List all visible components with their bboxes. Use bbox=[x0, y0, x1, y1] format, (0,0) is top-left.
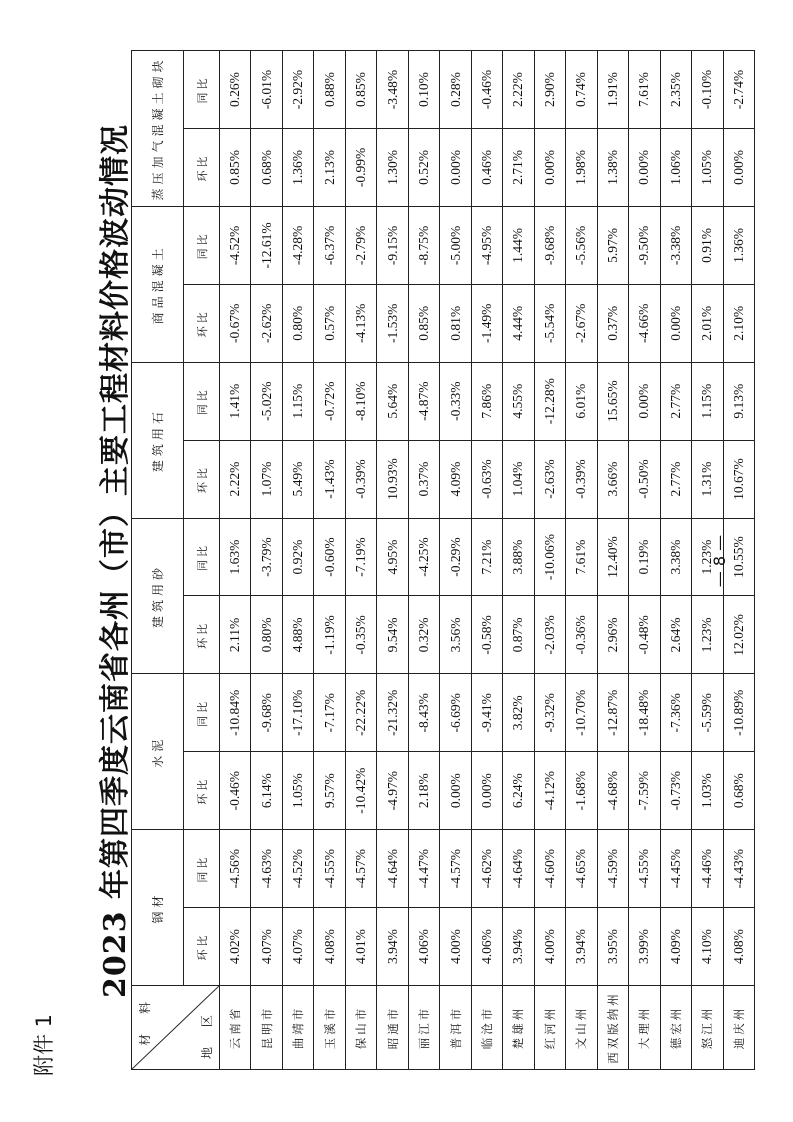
value-cell: -6.01% bbox=[251, 51, 282, 129]
group-header-sand: 建筑用砂 bbox=[132, 518, 184, 674]
value-cell: 2.01% bbox=[692, 284, 723, 362]
value-cell: 0.80% bbox=[251, 596, 282, 674]
value-cell: 1.36% bbox=[723, 206, 755, 284]
value-cell: -0.10% bbox=[692, 51, 723, 129]
value-cell: -7.36% bbox=[660, 674, 691, 752]
value-cell: 3.99% bbox=[629, 908, 660, 986]
group-header-stone: 建筑用石 bbox=[132, 362, 184, 518]
table-row bbox=[377, 51, 408, 1070]
value-cell: 3.82% bbox=[503, 674, 534, 752]
value-cell: 6.24% bbox=[503, 752, 534, 830]
value-cell: -4.97% bbox=[377, 752, 408, 830]
value-cell: -22.22% bbox=[345, 674, 376, 752]
value-cell: -0.99% bbox=[345, 129, 376, 207]
region-cell: 云南省 bbox=[220, 986, 251, 1070]
table-row bbox=[629, 51, 660, 1070]
value-cell: -10.70% bbox=[566, 674, 597, 752]
table-row bbox=[503, 51, 534, 1070]
table-row bbox=[282, 51, 313, 1070]
value-cell: -10.84% bbox=[220, 674, 251, 752]
value-cell: -0.39% bbox=[566, 440, 597, 518]
value-cell: 1.31% bbox=[692, 440, 723, 518]
sub-header-yoy: 同比 bbox=[184, 206, 220, 284]
value-cell: 9.13% bbox=[723, 362, 755, 440]
value-cell: -9.41% bbox=[471, 674, 502, 752]
value-cell: -0.72% bbox=[314, 362, 345, 440]
value-cell: 2.71% bbox=[503, 129, 534, 207]
region-cell: 德宏州 bbox=[660, 986, 691, 1070]
value-cell: -0.73% bbox=[660, 752, 691, 830]
value-cell: 2.77% bbox=[660, 362, 691, 440]
value-cell: 12.40% bbox=[597, 518, 628, 596]
sub-header-yoy: 同比 bbox=[184, 362, 220, 440]
value-cell: 3.66% bbox=[597, 440, 628, 518]
value-cell: 10.67% bbox=[723, 440, 755, 518]
value-cell: 4.00% bbox=[534, 908, 565, 986]
value-cell: 0.00% bbox=[471, 752, 502, 830]
value-cell: 6.01% bbox=[566, 362, 597, 440]
value-cell: -0.48% bbox=[629, 596, 660, 674]
value-cell: -12.87% bbox=[597, 674, 628, 752]
sub-header-yoy: 同比 bbox=[184, 674, 220, 752]
value-cell: 3.38% bbox=[660, 518, 691, 596]
value-cell: -0.50% bbox=[629, 440, 660, 518]
value-cell: -4.60% bbox=[534, 830, 565, 908]
value-cell: 3.94% bbox=[503, 908, 534, 986]
value-cell: -2.03% bbox=[534, 596, 565, 674]
value-cell: 1.63% bbox=[220, 518, 251, 596]
value-cell: -4.28% bbox=[282, 206, 313, 284]
value-cell: 4.08% bbox=[314, 908, 345, 986]
table-row bbox=[251, 51, 282, 1070]
value-cell: 7.21% bbox=[471, 518, 502, 596]
value-cell: -0.36% bbox=[566, 596, 597, 674]
value-cell: 0.81% bbox=[440, 284, 471, 362]
value-cell: 3.94% bbox=[566, 908, 597, 986]
value-cell: -8.10% bbox=[345, 362, 376, 440]
value-cell: -0.39% bbox=[345, 440, 376, 518]
value-cell: 1.44% bbox=[503, 206, 534, 284]
region-cell: 怒江州 bbox=[692, 986, 723, 1070]
value-cell: 0.46% bbox=[471, 129, 502, 207]
value-cell: -9.50% bbox=[629, 206, 660, 284]
value-cell: 7.61% bbox=[566, 518, 597, 596]
table-corner-cell bbox=[132, 986, 220, 1070]
value-cell: -5.54% bbox=[534, 284, 565, 362]
value-cell: -4.64% bbox=[377, 830, 408, 908]
value-cell: 1.15% bbox=[282, 362, 313, 440]
value-cell: 1.30% bbox=[377, 129, 408, 207]
value-cell: 1.05% bbox=[692, 129, 723, 207]
value-cell: -1.19% bbox=[314, 596, 345, 674]
value-cell: 3.95% bbox=[597, 908, 628, 986]
table-row bbox=[345, 51, 376, 1070]
value-cell: 0.00% bbox=[534, 129, 565, 207]
value-cell: -9.32% bbox=[534, 674, 565, 752]
value-cell: -4.57% bbox=[440, 830, 471, 908]
value-cell: -1.53% bbox=[377, 284, 408, 362]
region-cell: 西双版纳州 bbox=[597, 986, 628, 1070]
value-cell: 0.91% bbox=[692, 206, 723, 284]
value-cell: 2.90% bbox=[534, 51, 565, 129]
value-cell: -5.02% bbox=[251, 362, 282, 440]
value-cell: -0.58% bbox=[471, 596, 502, 674]
value-cell: 1.41% bbox=[220, 362, 251, 440]
group-header-aerated-block: 蒸压加气混凝土砌块 bbox=[132, 51, 184, 207]
group-header-concrete: 商品混凝土 bbox=[132, 206, 184, 362]
corner-region-label: 地 区 bbox=[200, 1007, 214, 1059]
value-cell: -4.56% bbox=[220, 830, 251, 908]
value-cell: 0.19% bbox=[629, 518, 660, 596]
value-cell: 4.07% bbox=[251, 908, 282, 986]
table-body bbox=[220, 51, 755, 1070]
value-cell: 0.85% bbox=[220, 129, 251, 207]
value-cell: -2.62% bbox=[251, 284, 282, 362]
value-cell: 1.38% bbox=[597, 129, 628, 207]
page-title: 2023 年第四季度云南省各州（市）主要工程材料价格波动情况 bbox=[98, 124, 133, 998]
value-cell: 0.88% bbox=[314, 51, 345, 129]
value-cell: 0.00% bbox=[723, 129, 755, 207]
value-cell: -2.79% bbox=[345, 206, 376, 284]
value-cell: -1.43% bbox=[314, 440, 345, 518]
value-cell: 0.00% bbox=[440, 129, 471, 207]
value-cell: 0.00% bbox=[629, 362, 660, 440]
value-cell: -0.60% bbox=[314, 518, 345, 596]
value-cell: 1.15% bbox=[692, 362, 723, 440]
value-cell: -7.59% bbox=[629, 752, 660, 830]
value-cell: 1.91% bbox=[597, 51, 628, 129]
value-cell: 0.32% bbox=[408, 596, 439, 674]
value-cell: -6.69% bbox=[440, 674, 471, 752]
value-cell: 1.23% bbox=[692, 596, 723, 674]
value-cell: -21.32% bbox=[377, 674, 408, 752]
table-row bbox=[220, 51, 251, 1070]
region-cell: 丽江市 bbox=[408, 986, 439, 1070]
value-cell: 0.85% bbox=[408, 284, 439, 362]
value-cell: 6.14% bbox=[251, 752, 282, 830]
value-cell: -0.29% bbox=[440, 518, 471, 596]
value-cell: 7.86% bbox=[471, 362, 502, 440]
sub-header-row bbox=[184, 51, 220, 1070]
value-cell: -4.57% bbox=[345, 830, 376, 908]
value-cell: -9.15% bbox=[377, 206, 408, 284]
table-row bbox=[660, 51, 691, 1070]
sub-header-mom: 环比 bbox=[184, 440, 220, 518]
corner-material-label: 材 料 bbox=[138, 994, 152, 1046]
value-cell: 1.36% bbox=[282, 129, 313, 207]
value-cell: -3.79% bbox=[251, 518, 282, 596]
value-cell: 4.09% bbox=[440, 440, 471, 518]
value-cell: -4.59% bbox=[597, 830, 628, 908]
value-cell: 1.98% bbox=[566, 129, 597, 207]
value-cell: -8.43% bbox=[408, 674, 439, 752]
value-cell: -4.46% bbox=[692, 830, 723, 908]
value-cell: -5.59% bbox=[692, 674, 723, 752]
value-cell: -4.65% bbox=[566, 830, 597, 908]
region-cell: 普洱市 bbox=[440, 986, 471, 1070]
sub-header-mom: 环比 bbox=[184, 596, 220, 674]
value-cell: 4.02% bbox=[220, 908, 251, 986]
value-cell: -4.95% bbox=[471, 206, 502, 284]
value-cell: -4.52% bbox=[220, 206, 251, 284]
value-cell: 1.07% bbox=[251, 440, 282, 518]
value-cell: 4.09% bbox=[660, 908, 691, 986]
value-cell: 0.74% bbox=[566, 51, 597, 129]
value-cell: 5.49% bbox=[282, 440, 313, 518]
sub-header-yoy: 同比 bbox=[184, 51, 220, 129]
value-cell: 0.37% bbox=[597, 284, 628, 362]
value-cell: -6.37% bbox=[314, 206, 345, 284]
value-cell: -4.63% bbox=[251, 830, 282, 908]
value-cell: -5.00% bbox=[440, 206, 471, 284]
value-cell: 3.56% bbox=[440, 596, 471, 674]
value-cell: -4.64% bbox=[503, 830, 534, 908]
value-cell: 0.57% bbox=[314, 284, 345, 362]
value-cell: 10.93% bbox=[377, 440, 408, 518]
value-cell: 7.61% bbox=[629, 51, 660, 129]
value-cell: 0.00% bbox=[629, 129, 660, 207]
value-cell: 4.00% bbox=[440, 908, 471, 986]
table-row bbox=[534, 51, 565, 1070]
table-row bbox=[314, 51, 345, 1070]
value-cell: -4.52% bbox=[282, 830, 313, 908]
value-cell: -10.06% bbox=[534, 518, 565, 596]
sub-header-mom: 环比 bbox=[184, 129, 220, 207]
value-cell: -0.46% bbox=[220, 752, 251, 830]
value-cell: -7.19% bbox=[345, 518, 376, 596]
value-cell: 3.94% bbox=[377, 908, 408, 986]
region-cell: 楚雄州 bbox=[503, 986, 534, 1070]
value-cell: -1.49% bbox=[471, 284, 502, 362]
attachment-label: 附件 1 bbox=[32, 1013, 56, 1076]
region-cell: 玉溪市 bbox=[314, 986, 345, 1070]
value-cell: -9.68% bbox=[251, 674, 282, 752]
value-cell: -0.33% bbox=[440, 362, 471, 440]
value-cell: 12.02% bbox=[723, 596, 755, 674]
value-cell: -3.48% bbox=[377, 51, 408, 129]
value-cell: -4.55% bbox=[629, 830, 660, 908]
value-cell: 9.57% bbox=[314, 752, 345, 830]
value-cell: -1.68% bbox=[566, 752, 597, 830]
value-cell: -4.12% bbox=[534, 752, 565, 830]
value-cell: 2.35% bbox=[660, 51, 691, 129]
value-cell: -7.17% bbox=[314, 674, 345, 752]
value-cell: 0.68% bbox=[723, 752, 755, 830]
value-cell: -0.67% bbox=[220, 284, 251, 362]
value-cell: 10.55% bbox=[723, 518, 755, 596]
value-cell: 5.97% bbox=[597, 206, 628, 284]
value-cell: -5.56% bbox=[566, 206, 597, 284]
value-cell: -12.28% bbox=[534, 362, 565, 440]
value-cell: -4.43% bbox=[723, 830, 755, 908]
value-cell: 1.05% bbox=[282, 752, 313, 830]
value-cell: -2.92% bbox=[282, 51, 313, 129]
value-cell: 0.80% bbox=[282, 284, 313, 362]
value-cell: -4.45% bbox=[660, 830, 691, 908]
value-cell: -4.66% bbox=[629, 284, 660, 362]
value-cell: 1.23% bbox=[692, 518, 723, 596]
value-cell: -2.67% bbox=[566, 284, 597, 362]
value-cell: 0.00% bbox=[440, 752, 471, 830]
region-cell: 临沧市 bbox=[471, 986, 502, 1070]
value-cell: 5.64% bbox=[377, 362, 408, 440]
value-cell: 4.06% bbox=[471, 908, 502, 986]
table-row bbox=[597, 51, 628, 1070]
price-table bbox=[131, 50, 755, 1070]
value-cell: 0.26% bbox=[220, 51, 251, 129]
value-cell: 4.44% bbox=[503, 284, 534, 362]
value-cell: -0.35% bbox=[345, 596, 376, 674]
value-cell: 0.00% bbox=[660, 284, 691, 362]
region-cell: 迪庆州 bbox=[723, 986, 755, 1070]
value-cell: -3.38% bbox=[660, 206, 691, 284]
value-cell: 2.22% bbox=[220, 440, 251, 518]
table-row bbox=[471, 51, 502, 1070]
value-cell: 2.22% bbox=[503, 51, 534, 129]
value-cell: 4.06% bbox=[408, 908, 439, 986]
value-cell: 4.10% bbox=[692, 908, 723, 986]
value-cell: -12.61% bbox=[251, 206, 282, 284]
value-cell: -0.46% bbox=[471, 51, 502, 129]
value-cell: 0.37% bbox=[408, 440, 439, 518]
table-row bbox=[408, 51, 439, 1070]
value-cell: 0.68% bbox=[251, 129, 282, 207]
group-header-steel: 钢材 bbox=[132, 830, 184, 986]
value-cell: 4.08% bbox=[723, 908, 755, 986]
value-cell: -0.63% bbox=[471, 440, 502, 518]
value-cell: 4.01% bbox=[345, 908, 376, 986]
value-cell: 4.07% bbox=[282, 908, 313, 986]
page-number: — 8 — bbox=[710, 534, 729, 588]
value-cell: 9.54% bbox=[377, 596, 408, 674]
value-cell: 1.04% bbox=[503, 440, 534, 518]
value-cell: -18.48% bbox=[629, 674, 660, 752]
sub-header-yoy: 同比 bbox=[184, 518, 220, 596]
sub-header-mom: 环比 bbox=[184, 284, 220, 362]
sub-header-yoy: 同比 bbox=[184, 830, 220, 908]
value-cell: -4.47% bbox=[408, 830, 439, 908]
value-cell: 2.77% bbox=[660, 440, 691, 518]
value-cell: -17.10% bbox=[282, 674, 313, 752]
value-cell: -10.42% bbox=[345, 752, 376, 830]
value-cell: 2.10% bbox=[723, 284, 755, 362]
sub-header-mom: 环比 bbox=[184, 752, 220, 830]
value-cell: 2.96% bbox=[597, 596, 628, 674]
value-cell: 4.95% bbox=[377, 518, 408, 596]
region-cell: 红河州 bbox=[534, 986, 565, 1070]
value-cell: -4.87% bbox=[408, 362, 439, 440]
value-cell: 2.64% bbox=[660, 596, 691, 674]
value-cell: -10.89% bbox=[723, 674, 755, 752]
value-cell: -2.74% bbox=[723, 51, 755, 129]
value-cell: 0.92% bbox=[282, 518, 313, 596]
region-cell: 昆明市 bbox=[251, 986, 282, 1070]
value-cell: 1.06% bbox=[660, 129, 691, 207]
value-cell: 15.65% bbox=[597, 362, 628, 440]
value-cell: -4.13% bbox=[345, 284, 376, 362]
value-cell: 2.11% bbox=[220, 596, 251, 674]
region-cell: 文山州 bbox=[566, 986, 597, 1070]
value-cell: 3.88% bbox=[503, 518, 534, 596]
value-cell: -8.75% bbox=[408, 206, 439, 284]
region-cell: 昭通市 bbox=[377, 986, 408, 1070]
group-header-cement: 水泥 bbox=[132, 674, 184, 830]
value-cell: 0.10% bbox=[408, 51, 439, 129]
region-cell: 曲靖市 bbox=[282, 986, 313, 1070]
region-cell: 大理州 bbox=[629, 986, 660, 1070]
sub-header-mom: 环比 bbox=[184, 908, 220, 986]
value-cell: 2.18% bbox=[408, 752, 439, 830]
value-cell: -9.68% bbox=[534, 206, 565, 284]
value-cell: 0.87% bbox=[503, 596, 534, 674]
value-cell: -4.55% bbox=[314, 830, 345, 908]
value-cell: 1.03% bbox=[692, 752, 723, 830]
value-cell: -4.25% bbox=[408, 518, 439, 596]
value-cell: -2.63% bbox=[534, 440, 565, 518]
value-cell: -4.68% bbox=[597, 752, 628, 830]
table-row bbox=[440, 51, 471, 1070]
region-cell: 保山市 bbox=[345, 986, 376, 1070]
value-cell: 0.52% bbox=[408, 129, 439, 207]
value-cell: 4.88% bbox=[282, 596, 313, 674]
value-cell: 0.85% bbox=[345, 51, 376, 129]
value-cell: 4.55% bbox=[503, 362, 534, 440]
value-cell: -4.62% bbox=[471, 830, 502, 908]
value-cell: 0.28% bbox=[440, 51, 471, 129]
table-row bbox=[566, 51, 597, 1070]
value-cell: 2.13% bbox=[314, 129, 345, 207]
